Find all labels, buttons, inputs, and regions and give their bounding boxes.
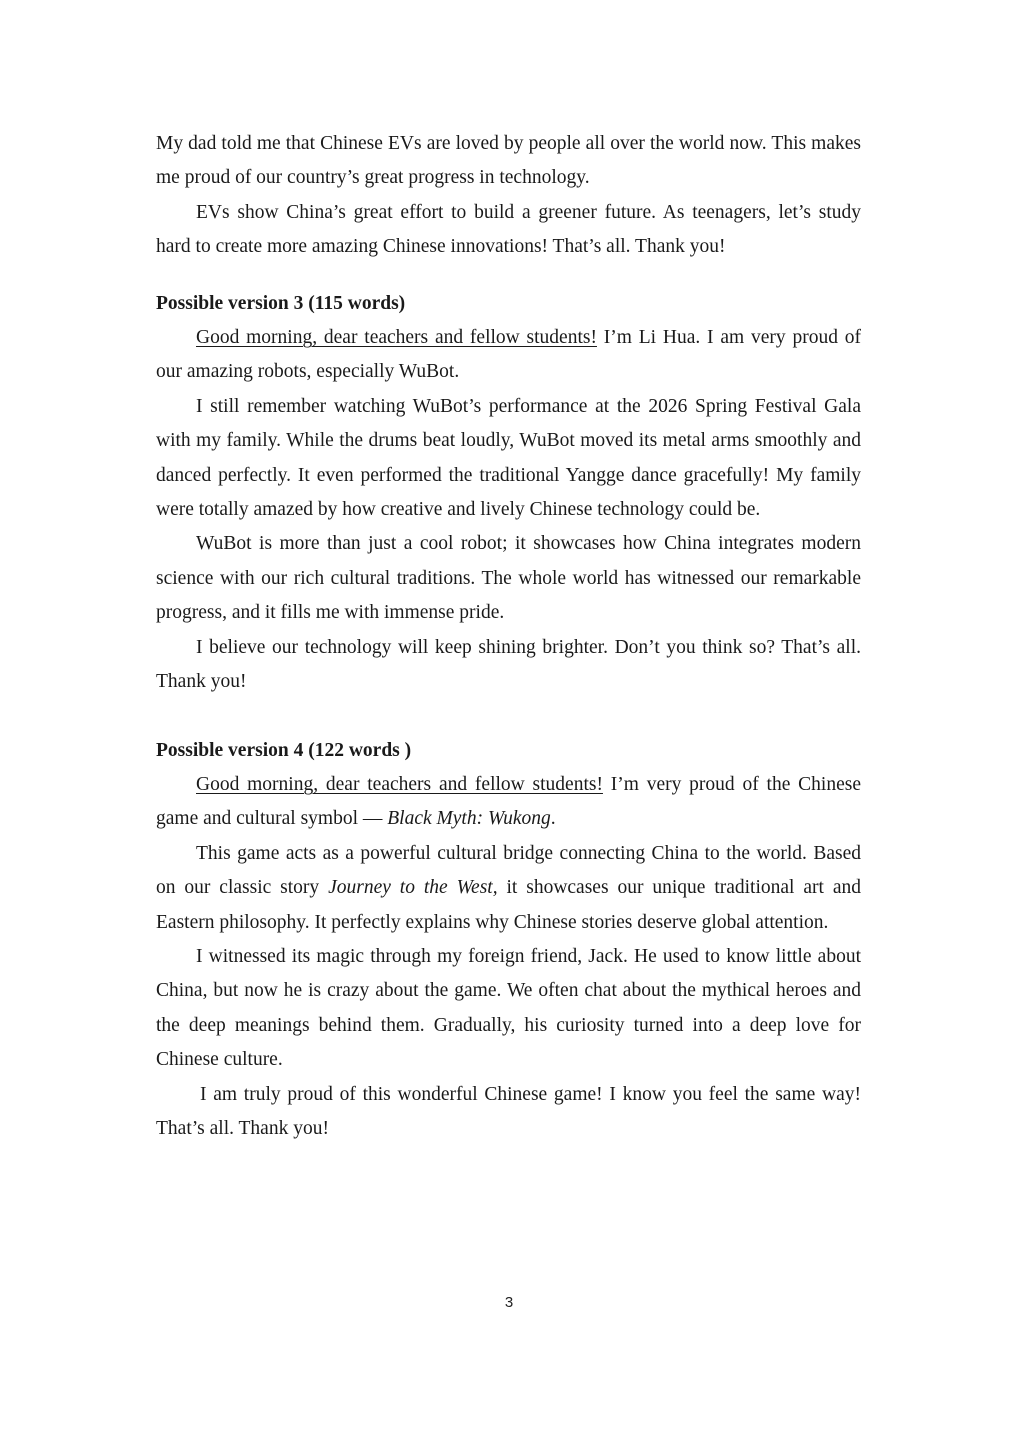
intro-paragraph-1: My dad told me that Chinese EVs are loved by people all over the world now. This makes me proud of our country’s great progress in technology. bbox=[156, 133, 861, 189]
v3-paragraph-1-text: I’m Li Hua. I am very proud of our amazing robots, especially WuBot. bbox=[156, 327, 861, 383]
version-3-heading: Possible version 3 (115 words) bbox=[156, 292, 406, 314]
v3-paragraph-4: I believe our technology will keep shining brighter. Don’t you think so? That’s all. Thank you! bbox=[156, 636, 861, 693]
v4-paragraph-2-text-a: This game acts as a powerful cultural bridge connecting China to the world. Based on our classic story bbox=[156, 842, 861, 899]
v3-paragraph-3: WuBot is more than just a cool robot; it showcases how China integrates modern science with our rich cultural traditions. The whole world has witnessed our remarkable progress, and it fills me with immense pride. bbox=[156, 533, 861, 624]
v4-greeting: Good morning, dear teachers and fellow students! bbox=[196, 773, 603, 795]
section-gap bbox=[156, 700, 861, 734]
v4-paragraph-1 bbox=[156, 768, 861, 837]
v4-paragraph-2 bbox=[156, 837, 861, 940]
v4-paragraph-1-text: I’m very proud of the Chinese game and cultural symbol — bbox=[156, 773, 861, 830]
section-gap bbox=[156, 265, 861, 287]
v4-paragraph-2-text-b: it showcases our unique traditional art and Eastern philosophy. It perfectly explains why Chinese stories deserve global attention. bbox=[156, 877, 861, 933]
intro-paragraph-2: EVs show China’s great effort to build a greener future. As teenagers, let’s study hard to create more amazing Chinese innovations! That’s all. Thank you! bbox=[156, 201, 861, 258]
v4-paragraph-3: I witnessed its magic through my foreign friend, Jack. He used to know little about China, but now he is crazy about the game. We often chat about the mythical heroes and the deep meanings behind them. Gradually, his curiosity turned into a deep love for Chinese culture. bbox=[156, 945, 861, 1071]
v4-paragraph-1-end: . bbox=[550, 808, 556, 830]
v3-paragraph-1 bbox=[156, 321, 861, 390]
v3-paragraph-2: I still remember watching WuBot’s performance at the 2026 Spring Festival Gala with my family. While the drums beat loudly, WuBot moved its metal arms smoothly and danced perfectly. It even performed the traditional Yangge dance gracefully! My family were totally amazed by how creative and lively Chinese technology could be. bbox=[156, 395, 861, 521]
v4-story-title: Journey to the West, bbox=[328, 877, 498, 899]
v4-game-title: Black Myth: Wukong bbox=[387, 808, 551, 830]
v3-greeting: Good morning, dear teachers and fellow students! bbox=[196, 327, 597, 349]
version-4-heading: Possible version 4 (122 words ) bbox=[156, 739, 412, 761]
page-number: 3 bbox=[504, 1294, 514, 1311]
document-page bbox=[156, 127, 861, 1146]
v4-paragraph-4: I am truly proud of this wonderful Chinese game! I know you feel the same way! That’s all. Thank you! bbox=[156, 1083, 861, 1139]
